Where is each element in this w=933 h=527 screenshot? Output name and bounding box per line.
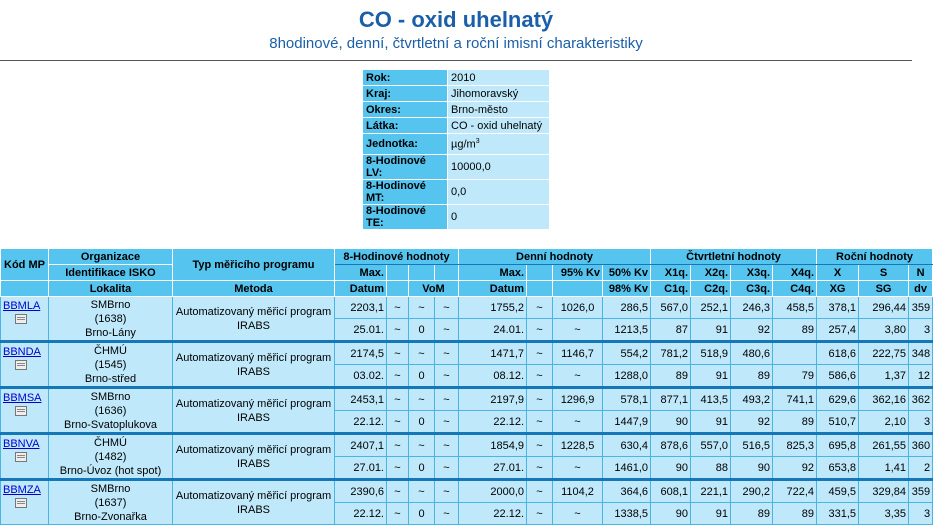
station-isko-id: (1636) xyxy=(94,404,127,417)
measurement-method: IRABS xyxy=(236,503,270,516)
value-cell: 557,0 xyxy=(691,434,731,457)
col-header-empty xyxy=(387,265,409,281)
page-title: CO - oxid uhelnatý xyxy=(358,7,554,32)
value-cell: 27.01. xyxy=(459,457,527,480)
value-cell: 348 xyxy=(909,342,933,365)
value-cell: ~ xyxy=(527,365,553,388)
value-cell: ~ xyxy=(435,480,459,503)
value-cell: 360 xyxy=(909,434,933,457)
col-header-empty xyxy=(527,281,553,297)
value-cell: 722,4 xyxy=(773,480,817,503)
value-cell: 618,6 xyxy=(817,342,859,365)
value-cell: 90 xyxy=(651,503,691,525)
value-cell: ~ xyxy=(387,503,409,525)
value-cell: ~ xyxy=(527,480,553,503)
col-header-xg: XG xyxy=(817,281,859,297)
col-header-c1q: C1q. xyxy=(651,281,691,297)
station-info-cell xyxy=(49,434,173,480)
value-cell: ~ xyxy=(435,365,459,388)
value-cell: ~ xyxy=(435,342,459,365)
measurement-method: IRABS xyxy=(236,457,270,470)
station-locality: Brno-Lány xyxy=(85,326,136,339)
station-info-cell xyxy=(49,480,173,525)
value-cell: 331,5 xyxy=(817,503,859,525)
value-cell: 1447,9 xyxy=(603,411,651,434)
value-cell: ~ xyxy=(387,319,409,342)
col-header-organizace: Organizace xyxy=(49,249,173,265)
value-cell: 1288,0 xyxy=(603,365,651,388)
value-cell: ~ xyxy=(409,297,435,319)
station-code-link[interactable]: BBMSA xyxy=(3,392,42,404)
value-cell: ~ xyxy=(409,434,435,457)
value-cell: 2407,1 xyxy=(335,434,387,457)
value-cell: 246,3 xyxy=(731,297,773,319)
program-cell xyxy=(173,342,335,388)
value-cell: 89 xyxy=(731,503,773,525)
value-cell: 3 xyxy=(909,319,933,342)
program-cell xyxy=(173,434,335,480)
info-value: Jihomoravský xyxy=(448,86,550,102)
info-label: Kraj: xyxy=(363,86,448,102)
value-cell: 1854,9 xyxy=(459,434,527,457)
value-cell: ~ xyxy=(387,388,409,411)
station-code-cell xyxy=(1,342,49,388)
value-cell: 261,55 xyxy=(859,434,909,457)
value-cell: ~ xyxy=(553,319,603,342)
value-cell: 222,75 xyxy=(859,342,909,365)
value-cell: ~ xyxy=(435,503,459,525)
value-cell: 0 xyxy=(409,365,435,388)
station-code-link[interactable]: BBMZA xyxy=(3,484,41,496)
station-code-link[interactable]: BBNVA xyxy=(3,438,40,450)
program-type: Automatizovaný měřicí program xyxy=(175,443,332,456)
value-cell: 91 xyxy=(691,411,731,434)
program-cell xyxy=(173,480,335,525)
group-header-rocni: Roční hodnoty xyxy=(817,249,933,265)
value-cell: 2197,9 xyxy=(459,388,527,411)
value-cell: ~ xyxy=(553,457,603,480)
col-header-max: Max. xyxy=(335,265,387,281)
value-cell: 12 xyxy=(909,365,933,388)
station-organization: ČHMÚ xyxy=(94,344,127,357)
value-cell: 0 xyxy=(409,319,435,342)
value-cell: 1471,7 xyxy=(459,342,527,365)
divider xyxy=(0,60,912,61)
value-cell: ~ xyxy=(527,297,553,319)
value-cell: ~ xyxy=(527,388,553,411)
value-cell: 3 xyxy=(909,411,933,434)
value-cell: 252,1 xyxy=(691,297,731,319)
value-cell: 3,35 xyxy=(859,503,909,525)
info-value: 2010 xyxy=(448,70,550,86)
value-cell: 03.02. xyxy=(335,365,387,388)
col-header-x: X xyxy=(817,265,859,281)
col-header-empty xyxy=(409,265,435,281)
value-cell: ~ xyxy=(435,319,459,342)
value-cell: ~ xyxy=(409,480,435,503)
station-organization: SMBrno xyxy=(90,482,131,495)
value-cell: 554,2 xyxy=(603,342,651,365)
document-icon[interactable] xyxy=(15,452,27,462)
col-header-kv95: 95% Kv xyxy=(553,265,603,281)
value-cell: ~ xyxy=(527,434,553,457)
value-cell: 91 xyxy=(691,503,731,525)
value-cell: ~ xyxy=(435,388,459,411)
program-cell xyxy=(173,297,335,342)
value-cell: 516,5 xyxy=(731,434,773,457)
station-locality: Brno-Úvoz (hot spot) xyxy=(59,464,162,477)
value-cell: ~ xyxy=(527,319,553,342)
col-header-sg: SG xyxy=(859,281,909,297)
value-cell: 290,2 xyxy=(731,480,773,503)
col-header-x2q: X2q. xyxy=(691,265,731,281)
station-isko-id: (1637) xyxy=(94,496,127,509)
value-cell: 257,4 xyxy=(817,319,859,342)
value-cell: 480,6 xyxy=(731,342,773,365)
value-cell: ~ xyxy=(435,411,459,434)
station-isko-id: (1482) xyxy=(94,450,127,463)
document-icon[interactable] xyxy=(15,498,27,508)
value-cell: 2203,1 xyxy=(335,297,387,319)
value-cell: 578,1 xyxy=(603,388,651,411)
col-header-c3q: C3q. xyxy=(731,281,773,297)
value-cell: ~ xyxy=(553,365,603,388)
value-cell: 653,8 xyxy=(817,457,859,480)
value-cell: 695,8 xyxy=(817,434,859,457)
value-cell: 90 xyxy=(731,457,773,480)
page-subtitle: 8hodinové, denní, čtvrtletní a roční imisní charakteristiky xyxy=(269,35,643,52)
station-organization: SMBrno xyxy=(90,298,131,311)
value-cell: ~ xyxy=(435,434,459,457)
station-organization: ČHMÚ xyxy=(94,436,127,449)
program-type: Automatizovaný měřicí program xyxy=(175,489,332,502)
col-header-x1q: X1q. xyxy=(651,265,691,281)
value-cell: 493,2 xyxy=(731,388,773,411)
value-cell: ~ xyxy=(387,434,409,457)
value-cell: 22.12. xyxy=(335,411,387,434)
value-cell: 2453,1 xyxy=(335,388,387,411)
col-header-x3q: X3q. xyxy=(731,265,773,281)
col-header-n: N xyxy=(909,265,933,281)
col-header-empty xyxy=(1,281,49,297)
station-info-cell xyxy=(49,297,173,342)
info-label: Jednotka: xyxy=(363,134,448,155)
value-cell: 1146,7 xyxy=(553,342,603,365)
station-code-cell xyxy=(1,434,49,480)
table-row xyxy=(1,342,933,365)
info-label: 8-Hodinové TE: xyxy=(363,205,448,230)
value-cell: 2390,6 xyxy=(335,480,387,503)
col-header-empty xyxy=(553,281,603,297)
value-cell: 877,1 xyxy=(651,388,691,411)
col-header-c2q: C2q. xyxy=(691,281,731,297)
value-cell: ~ xyxy=(435,457,459,480)
info-label: Látka: xyxy=(363,118,448,134)
value-cell: 08.12. xyxy=(459,365,527,388)
col-header-dv: dv xyxy=(909,281,933,297)
value-cell: 329,84 xyxy=(859,480,909,503)
value-cell: 25.01. xyxy=(335,319,387,342)
value-cell: 22.12. xyxy=(335,503,387,525)
station-code-link[interactable]: BBMLA xyxy=(3,300,41,312)
station-locality: Brno-střed xyxy=(84,372,137,385)
col-header-typ: Typ měřicího programu xyxy=(173,249,335,281)
value-cell: 825,3 xyxy=(773,434,817,457)
value-cell: 630,4 xyxy=(603,434,651,457)
value-cell: 518,9 xyxy=(691,342,731,365)
value-cell: 92 xyxy=(773,457,817,480)
value-cell: 89 xyxy=(773,319,817,342)
station-info-cell xyxy=(49,388,173,434)
col-header-max: Max. xyxy=(459,265,527,281)
col-header-lokalita: Lokalita xyxy=(49,281,173,297)
value-cell: 90 xyxy=(651,457,691,480)
value-cell: 1104,2 xyxy=(553,480,603,503)
value-cell: 1461,0 xyxy=(603,457,651,480)
group-header-8h: 8-Hodinové hodnoty xyxy=(335,249,459,265)
table-row xyxy=(1,297,933,319)
program-type: Automatizovaný měřicí program xyxy=(175,397,332,410)
program-type: Automatizovaný měřicí program xyxy=(175,351,332,364)
info-value: CO - oxid uhelnatý xyxy=(448,118,550,134)
info-value: Brno-město xyxy=(448,102,550,118)
station-organization: SMBrno xyxy=(90,390,131,403)
value-cell: 567,0 xyxy=(651,297,691,319)
document-icon[interactable] xyxy=(15,360,27,370)
value-cell: 359 xyxy=(909,297,933,319)
value-cell: 79 xyxy=(773,365,817,388)
station-code-cell xyxy=(1,480,49,525)
value-cell: 27.01. xyxy=(335,457,387,480)
value-cell: ~ xyxy=(409,388,435,411)
station-info-cell xyxy=(49,342,173,388)
col-header-empty xyxy=(527,265,553,281)
program-cell xyxy=(173,388,335,434)
value-cell: 89 xyxy=(651,365,691,388)
value-cell: 458,5 xyxy=(773,297,817,319)
value-cell: 89 xyxy=(773,503,817,525)
station-code-cell xyxy=(1,388,49,434)
value-cell: ~ xyxy=(527,411,553,434)
data-table xyxy=(0,248,933,525)
value-cell: 1,41 xyxy=(859,457,909,480)
col-header-metoda: Metoda xyxy=(173,281,335,297)
value-cell: ~ xyxy=(387,365,409,388)
value-cell: 741,1 xyxy=(773,388,817,411)
value-cell: 91 xyxy=(691,319,731,342)
col-header-vom: VoM xyxy=(409,281,459,297)
value-cell: 89 xyxy=(773,411,817,434)
value-cell: 3,80 xyxy=(859,319,909,342)
value-cell xyxy=(773,342,817,365)
info-label: 8-Hodinové MT: xyxy=(363,180,448,205)
value-cell: 286,5 xyxy=(603,297,651,319)
value-cell: 2000,0 xyxy=(459,480,527,503)
value-cell: ~ xyxy=(387,342,409,365)
value-cell: 364,6 xyxy=(603,480,651,503)
value-cell: 88 xyxy=(691,457,731,480)
group-header-ctvrtletni: Čtvrtletní hodnoty xyxy=(651,249,817,265)
unit-superscript: 3 xyxy=(475,137,480,145)
document-icon[interactable] xyxy=(15,314,27,324)
value-cell: 378,1 xyxy=(817,297,859,319)
value-cell: 221,1 xyxy=(691,480,731,503)
measurement-method: IRABS xyxy=(236,365,270,378)
value-cell: 22.12. xyxy=(459,503,527,525)
info-value: 0,0 xyxy=(448,180,550,205)
value-cell: 586,6 xyxy=(817,365,859,388)
col-header-c4q: C4q. xyxy=(773,281,817,297)
col-header-kv98: 98% Kv xyxy=(603,281,651,297)
value-cell: ~ xyxy=(527,457,553,480)
col-header-datum: Datum xyxy=(459,281,527,297)
value-cell: 1213,5 xyxy=(603,319,651,342)
value-cell: 413,5 xyxy=(691,388,731,411)
value-cell: 1026,0 xyxy=(553,297,603,319)
table-row xyxy=(1,480,933,503)
station-code-cell xyxy=(1,297,49,342)
value-cell: 1755,2 xyxy=(459,297,527,319)
value-cell: 1296,9 xyxy=(553,388,603,411)
value-cell: 0 xyxy=(409,457,435,480)
value-cell: 2174,5 xyxy=(335,342,387,365)
value-cell: 89 xyxy=(731,365,773,388)
col-header-empty xyxy=(387,281,409,297)
value-cell: 608,1 xyxy=(651,480,691,503)
value-cell: 90 xyxy=(651,411,691,434)
col-header-x4q: X4q. xyxy=(773,265,817,281)
col-header-kv50: 50% Kv xyxy=(603,265,651,281)
info-value: 0 xyxy=(448,205,550,230)
table-row xyxy=(1,434,933,457)
value-cell: 1338,5 xyxy=(603,503,651,525)
value-cell: 359 xyxy=(909,480,933,503)
value-cell: ~ xyxy=(553,411,603,434)
value-cell: 0 xyxy=(409,503,435,525)
value-cell: ~ xyxy=(387,480,409,503)
value-cell: 459,5 xyxy=(817,480,859,503)
document-icon[interactable] xyxy=(15,406,27,416)
value-cell: 92 xyxy=(731,319,773,342)
station-code-link[interactable]: BBNDA xyxy=(3,346,41,358)
col-header-empty xyxy=(435,265,459,281)
value-cell: 1,37 xyxy=(859,365,909,388)
measurement-method: IRABS xyxy=(236,319,270,332)
info-label: 8-Hodinové LV: xyxy=(363,155,448,180)
info-label: Rok: xyxy=(363,70,448,86)
value-cell: 629,6 xyxy=(817,388,859,411)
value-cell: 362 xyxy=(909,388,933,411)
value-cell: 781,2 xyxy=(651,342,691,365)
value-cell: ~ xyxy=(387,411,409,434)
value-cell: 2,10 xyxy=(859,411,909,434)
value-cell: 362,16 xyxy=(859,388,909,411)
value-cell: ~ xyxy=(387,457,409,480)
value-cell: 3 xyxy=(909,503,933,525)
group-header-denni: Denní hodnoty xyxy=(459,249,651,265)
program-type: Automatizovaný měřicí program xyxy=(175,305,332,318)
value-cell: ~ xyxy=(435,297,459,319)
value-cell: ~ xyxy=(527,342,553,365)
value-cell: 24.01. xyxy=(459,319,527,342)
value-cell: ~ xyxy=(553,503,603,525)
value-cell: ~ xyxy=(527,503,553,525)
value-cell: 2 xyxy=(909,457,933,480)
value-cell: 87 xyxy=(651,319,691,342)
value-cell: ~ xyxy=(409,342,435,365)
info-value xyxy=(448,134,550,155)
station-locality: Brno-Svatoplukova xyxy=(64,418,157,431)
value-cell: ~ xyxy=(387,297,409,319)
station-isko-id: (1638) xyxy=(94,312,127,325)
info-label: Okres: xyxy=(363,102,448,118)
value-cell: 1228,5 xyxy=(553,434,603,457)
col-header-datum: Datum xyxy=(335,281,387,297)
value-cell: 0 xyxy=(409,411,435,434)
col-header-s: S xyxy=(859,265,909,281)
value-cell: 92 xyxy=(731,411,773,434)
station-isko-id: (1545) xyxy=(94,358,127,371)
station-locality: Brno-Zvonařka xyxy=(74,510,147,523)
info-table xyxy=(362,69,550,230)
col-header-kod: Kód MP xyxy=(1,249,49,281)
measurement-method: IRABS xyxy=(236,411,270,424)
value-cell: 22.12. xyxy=(459,411,527,434)
value-cell: 510,7 xyxy=(817,411,859,434)
value-cell: 296,44 xyxy=(859,297,909,319)
value-cell: 91 xyxy=(691,365,731,388)
col-header-isko: Identifikace ISKO xyxy=(49,265,173,281)
value-cell: 878,6 xyxy=(651,434,691,457)
info-value: 10000,0 xyxy=(448,155,550,180)
unit-text: µg/m xyxy=(451,138,476,151)
table-row xyxy=(1,388,933,411)
